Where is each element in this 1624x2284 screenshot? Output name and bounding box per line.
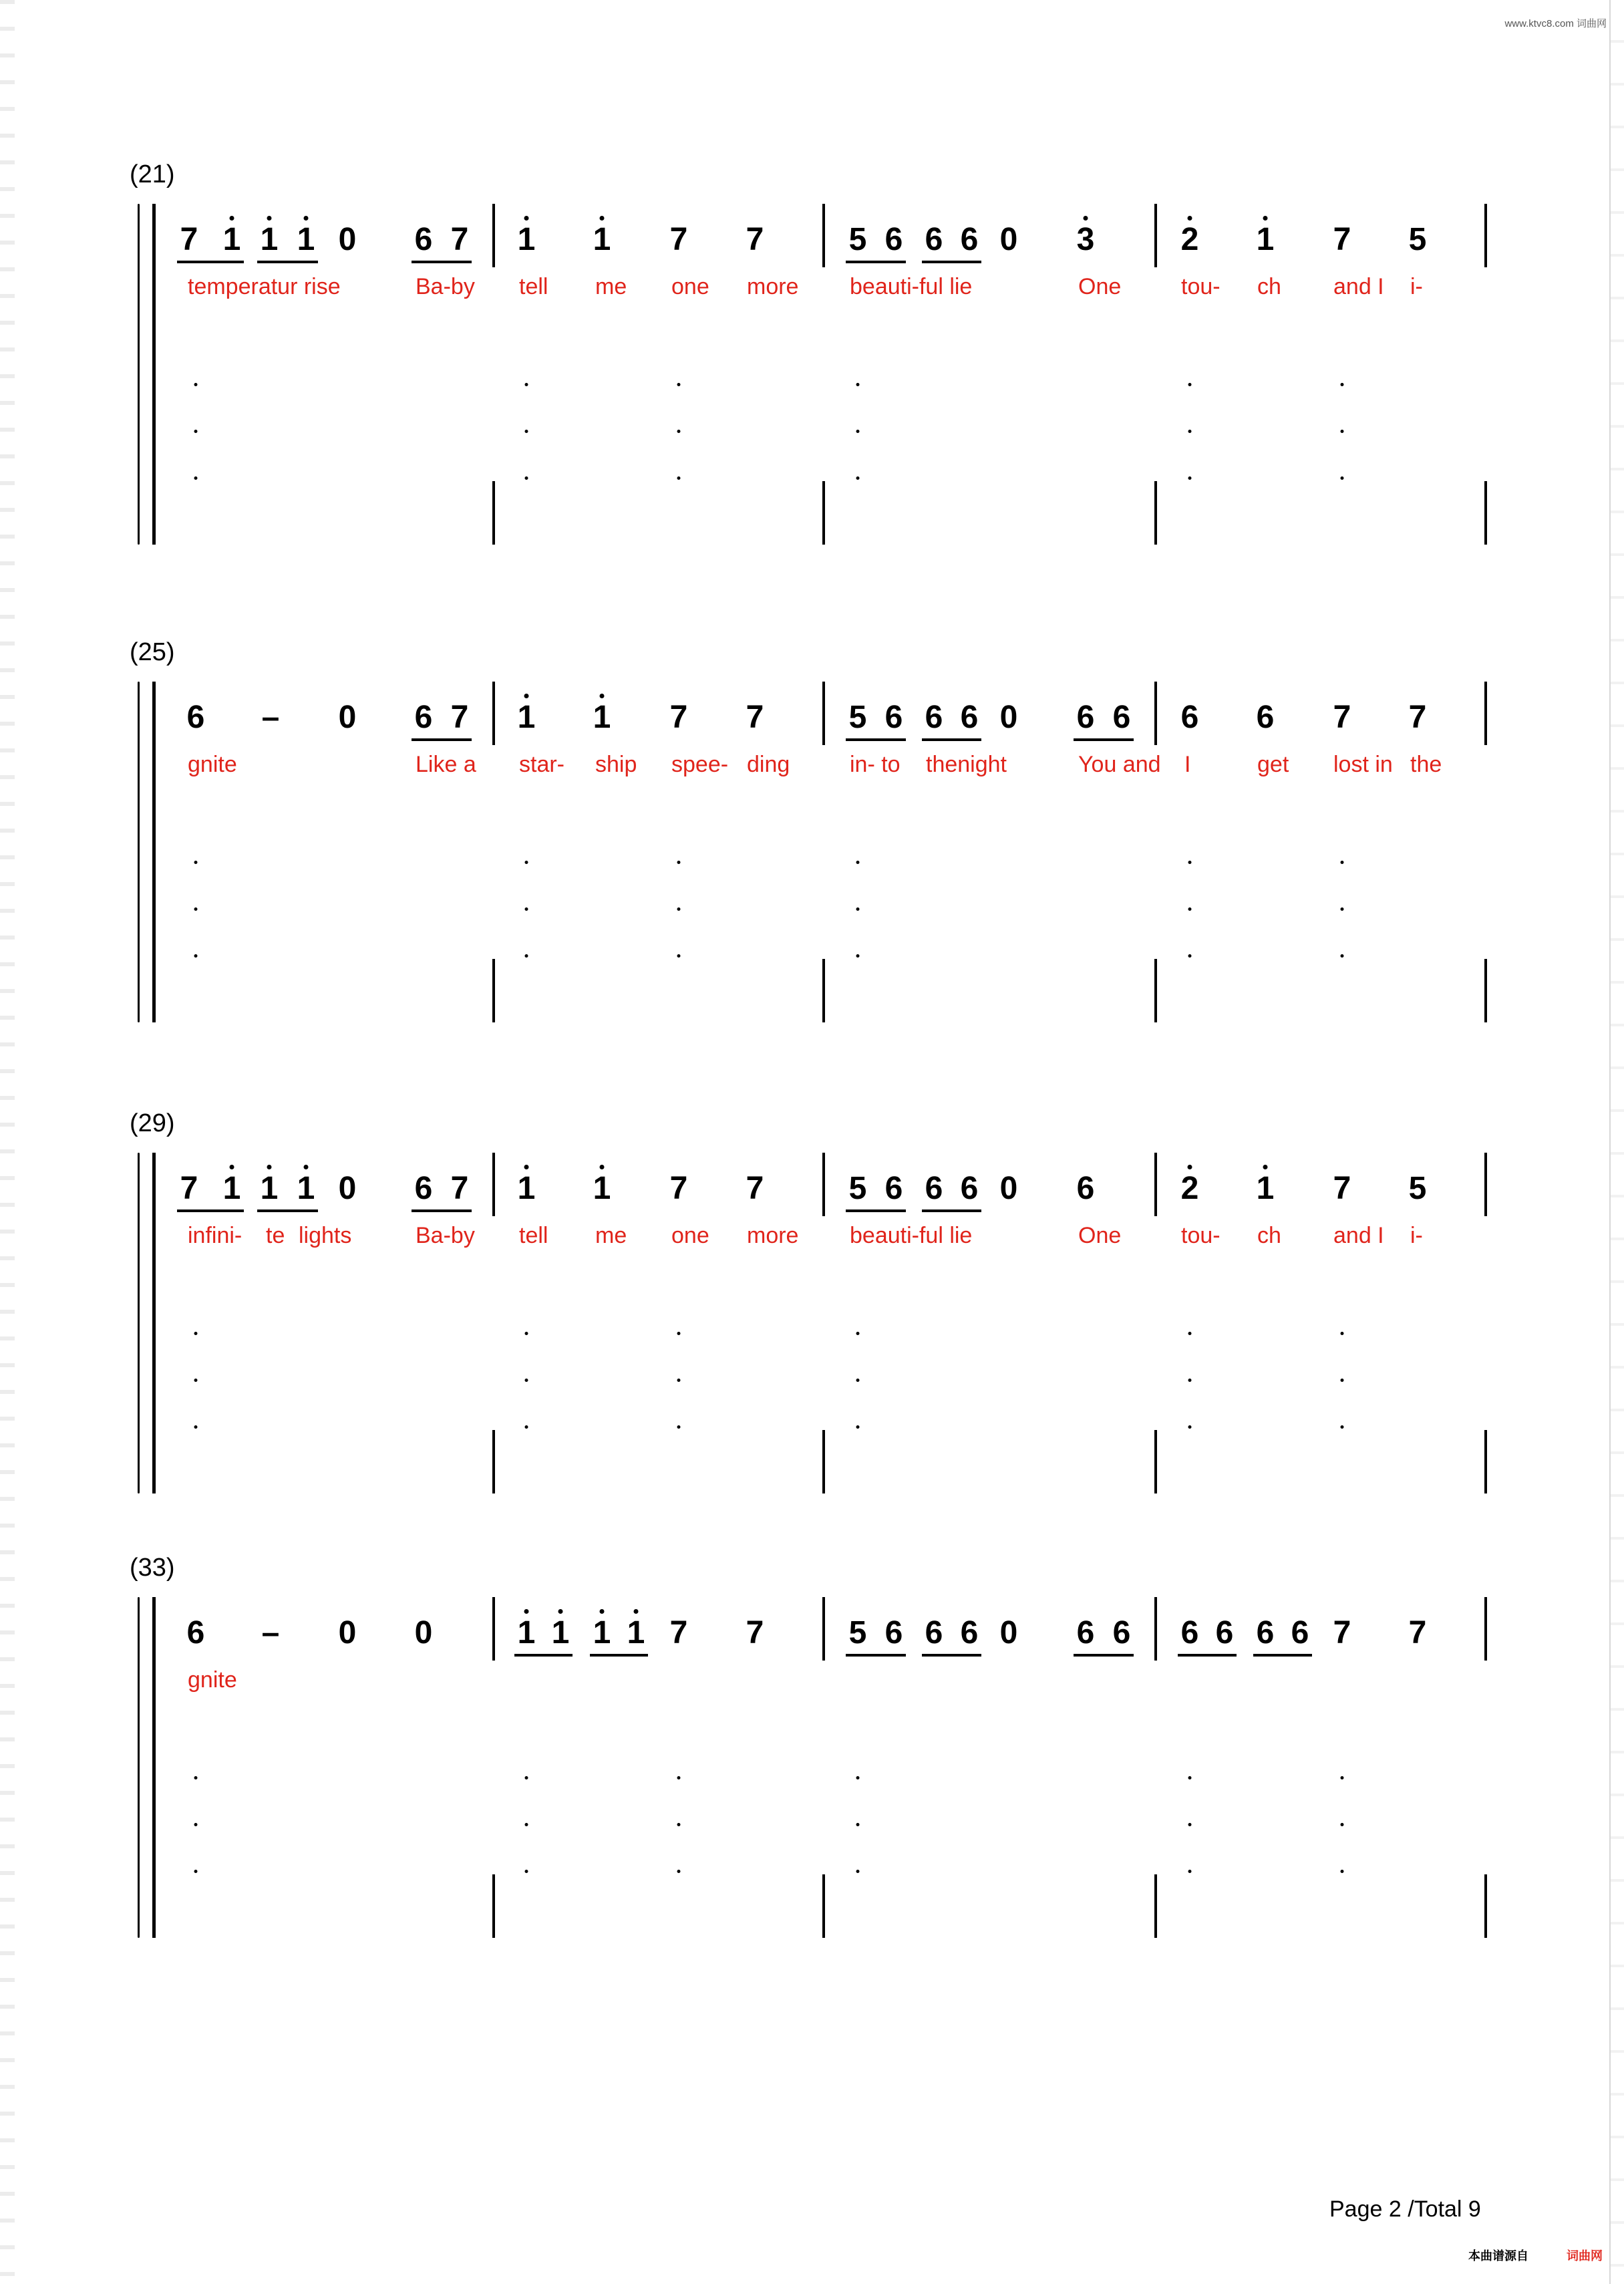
page-edge-left	[0, 0, 15, 2284]
chord-dot	[1341, 476, 1344, 480]
octave-dot	[524, 694, 529, 698]
chord-dot	[1188, 1379, 1192, 1382]
lyric-syllable: star-	[519, 752, 564, 777]
beam-underline	[177, 261, 244, 263]
lyric-syllable: beauti-ful lie	[850, 1223, 973, 1248]
beam-underline	[846, 1209, 906, 1212]
octave-dot	[558, 1609, 563, 1614]
octave-dot	[304, 216, 309, 221]
chord-dot	[194, 1823, 198, 1826]
chord-dot	[677, 861, 681, 864]
chord-dot	[1341, 954, 1344, 958]
chord-dot	[677, 1379, 681, 1382]
system-brace	[138, 682, 140, 1022]
melody-note: 1	[222, 222, 241, 257]
chord-dot	[1188, 954, 1192, 958]
chord-dot	[525, 907, 528, 911]
accomp-barline	[1154, 959, 1157, 1022]
lyric-syllable: me	[595, 274, 627, 299]
chord-dot	[856, 1332, 860, 1335]
melody-note: 0	[999, 222, 1018, 257]
chord-dot	[525, 1379, 528, 1382]
melody-note: 7	[746, 1171, 764, 1206]
chord-dot	[1341, 1332, 1344, 1335]
melody-note: 7	[450, 1171, 469, 1206]
melody-note: 1	[517, 1615, 536, 1651]
octave-dot	[1263, 216, 1268, 221]
lyric-syllable: te	[266, 1223, 285, 1248]
beam-underline	[1074, 1654, 1134, 1657]
melody-note: 5	[1408, 1171, 1427, 1206]
lyric-syllable: One	[1078, 274, 1122, 299]
beam-underline	[922, 1209, 981, 1212]
melody-note: 1	[1256, 1171, 1275, 1206]
lyric-syllable: gnite	[188, 752, 237, 777]
lyric-syllable: ding	[747, 752, 790, 777]
melody-barline	[1484, 1153, 1487, 1216]
accomp-barline	[1154, 1430, 1157, 1493]
lyric-syllable: spee-	[671, 752, 729, 777]
lyric-syllable: tell	[519, 1223, 548, 1248]
chord-dot	[856, 383, 860, 386]
octave-dot	[524, 216, 529, 221]
chord-dot	[677, 1870, 681, 1873]
chord-dot	[856, 861, 860, 864]
accomp-barline	[1154, 481, 1157, 545]
lyric-syllable: i-	[1410, 1223, 1423, 1248]
melody-note: 1	[593, 700, 611, 735]
beam-underline	[1253, 1654, 1312, 1657]
chord-dot	[194, 954, 198, 958]
octave-dot	[600, 216, 605, 221]
lyric-syllable: ch	[1257, 1223, 1281, 1248]
chord-dot	[677, 476, 681, 480]
octave-dot	[1188, 216, 1192, 221]
chord-dot	[525, 1332, 528, 1335]
chord-dot	[1188, 1823, 1192, 1826]
beam-underline	[1074, 738, 1134, 741]
chord-dot	[1341, 907, 1344, 911]
octave-dot	[230, 1165, 234, 1169]
chord-dot	[194, 476, 198, 480]
beam-underline	[514, 1654, 573, 1657]
lyric-syllable: lights	[299, 1223, 352, 1248]
melody-note: 7	[1408, 700, 1427, 735]
measure-number: (21)	[130, 160, 175, 188]
lyric-syllable: get	[1257, 752, 1289, 777]
accomp-barline	[492, 481, 495, 545]
lyric-syllable: thenight	[926, 752, 1007, 777]
melody-note: 6	[1291, 1615, 1309, 1651]
melody-note: 6	[925, 700, 943, 735]
melody-note: 7	[746, 700, 764, 735]
melody-note: 6	[1112, 1615, 1131, 1651]
beam-underline	[412, 738, 472, 741]
chord-dot	[194, 1870, 198, 1873]
chord-dot	[1341, 383, 1344, 386]
chord-dot	[1341, 1870, 1344, 1873]
beam-underline	[846, 1654, 906, 1657]
chord-dot	[194, 861, 198, 864]
melody-barline	[1484, 682, 1487, 745]
chord-dot	[1188, 476, 1192, 480]
melody-note: 7	[1333, 222, 1351, 257]
lyric-syllable: You and	[1078, 752, 1161, 777]
system-bracket	[152, 1597, 156, 1938]
melody-barline	[492, 1597, 495, 1661]
chord-dot	[525, 476, 528, 480]
accomp-barline	[1484, 481, 1487, 545]
melody-note: 7	[669, 700, 688, 735]
melody-note: 1	[517, 1171, 536, 1206]
melody-note: 7	[1333, 1171, 1351, 1206]
melody-note: 1	[222, 1171, 241, 1206]
chord-dot	[1188, 1332, 1192, 1335]
lyric-syllable: me	[595, 1223, 627, 1248]
accomp-barline	[1154, 1874, 1157, 1938]
melody-note: 6	[1112, 700, 1131, 735]
melody-note: 5	[848, 1615, 867, 1651]
melody-note: 0	[414, 1615, 433, 1651]
chord-dot	[677, 1332, 681, 1335]
chord-dot	[677, 954, 681, 958]
octave-dot	[634, 1609, 639, 1614]
melody-note: 1	[627, 1615, 645, 1651]
chord-dot	[856, 907, 860, 911]
melody-note: 7	[669, 1171, 688, 1206]
melody-note: 7	[746, 222, 764, 257]
melody-note: 6	[186, 1615, 205, 1651]
lyric-syllable: more	[747, 1223, 799, 1248]
octave-dot	[524, 1165, 529, 1169]
chord-dot	[194, 430, 198, 433]
melody-note: 6	[960, 1171, 979, 1206]
melody-note: 7	[669, 222, 688, 257]
melody-note: 1	[593, 222, 611, 257]
melody-note: 6	[1256, 700, 1275, 735]
melody-note: 1	[517, 222, 536, 257]
chord-dot	[194, 1332, 198, 1335]
chord-dot	[525, 430, 528, 433]
melody-note: 0	[999, 1615, 1018, 1651]
accomp-barline	[1484, 1430, 1487, 1493]
melody-note: 5	[848, 222, 867, 257]
octave-dot	[1263, 1165, 1268, 1169]
lyric-syllable: I	[1184, 752, 1191, 777]
melody-note: 1	[593, 1615, 611, 1651]
melody-note: 0	[999, 700, 1018, 735]
chord-dot	[1188, 430, 1192, 433]
beam-underline	[846, 261, 906, 263]
chord-dot	[194, 907, 198, 911]
lyric-syllable: beauti-ful lie	[850, 274, 973, 299]
melody-note: 1	[517, 700, 536, 735]
melody-barline	[1154, 204, 1157, 267]
melody-note: 5	[848, 700, 867, 735]
melody-note: 6	[925, 1171, 943, 1206]
melody-barline	[1484, 1597, 1487, 1661]
melody-barline	[1484, 204, 1487, 267]
system-brace	[138, 1597, 140, 1938]
melody-note: 1	[1256, 222, 1275, 257]
chord-dot	[1341, 1776, 1344, 1779]
lyric-syllable: ch	[1257, 274, 1281, 299]
melody-note: 7	[1408, 1615, 1427, 1651]
lyric-syllable: Ba-by	[416, 274, 475, 299]
chord-dot	[525, 1870, 528, 1873]
lyric-syllable: temperatur rise	[188, 274, 341, 299]
chord-dot	[856, 1379, 860, 1382]
measure-number: (25)	[130, 638, 175, 666]
melody-barline	[1154, 1153, 1157, 1216]
beam-underline	[412, 1209, 472, 1212]
chord-dot	[1341, 1425, 1344, 1429]
system-brace	[138, 204, 140, 545]
chord-dot	[1188, 383, 1192, 386]
melody-note: 6	[884, 700, 903, 735]
lyric-syllable: tell	[519, 274, 548, 299]
melody-note: 6	[186, 700, 205, 735]
chord-dot	[677, 430, 681, 433]
lyric-syllable: ship	[595, 752, 637, 777]
measure-number: (29)	[130, 1109, 175, 1137]
page-edge-right	[1609, 0, 1624, 2284]
accomp-barline	[492, 1874, 495, 1938]
chord-dot	[677, 1776, 681, 1779]
melody-barline	[492, 682, 495, 745]
melody-barline	[822, 1153, 825, 1216]
melody-note: 7	[450, 222, 469, 257]
melody-note: 7	[1333, 1615, 1351, 1651]
melody-note: 0	[338, 1615, 357, 1651]
melody-note: –	[261, 700, 280, 735]
chord-dot	[1188, 907, 1192, 911]
beam-underline	[922, 1654, 981, 1657]
lyric-syllable: tou-	[1181, 274, 1221, 299]
system-brace	[138, 1153, 140, 1493]
chord-dot	[194, 1776, 198, 1779]
chord-dot	[525, 861, 528, 864]
lyric-syllable: gnite	[188, 1667, 237, 1693]
brand-logo: 词曲网	[1567, 2249, 1603, 2263]
melody-note: 7	[180, 222, 198, 257]
chord-dot	[1188, 1870, 1192, 1873]
chord-dot	[677, 907, 681, 911]
melody-note: 6	[960, 1615, 979, 1651]
lyric-syllable: One	[1078, 1223, 1122, 1248]
lyric-syllable: and I	[1333, 274, 1384, 299]
system-bracket	[152, 682, 156, 1022]
octave-dot	[267, 216, 272, 221]
chord-dot	[1188, 1776, 1192, 1779]
chord-dot	[525, 1823, 528, 1826]
melody-barline	[492, 1153, 495, 1216]
melody-barline	[822, 682, 825, 745]
melody-note: 0	[338, 1171, 357, 1206]
octave-dot	[600, 1609, 605, 1614]
melody-note: 6	[414, 222, 433, 257]
melody-note: 6	[925, 1615, 943, 1651]
lyric-syllable: and I	[1333, 1223, 1384, 1248]
melody-barline	[822, 1597, 825, 1661]
beam-underline	[922, 261, 981, 263]
chord-dot	[856, 954, 860, 958]
melody-note: 1	[297, 222, 315, 257]
melody-note: 6	[960, 700, 979, 735]
lyric-syllable: Ba-by	[416, 1223, 475, 1248]
beam-underline	[257, 1209, 318, 1212]
system-bracket	[152, 204, 156, 545]
accomp-barline	[492, 1430, 495, 1493]
beam-underline	[412, 261, 472, 263]
chord-dot	[525, 383, 528, 386]
melody-note: 6	[884, 222, 903, 257]
beam-underline	[922, 738, 981, 741]
chord-dot	[1188, 861, 1192, 864]
melody-note: 7	[669, 1615, 688, 1651]
melody-note: 6	[960, 222, 979, 257]
source-note: 本曲谱源自	[1468, 2249, 1528, 2263]
melody-note: 2	[1180, 1171, 1199, 1206]
lyric-syllable: lost in	[1333, 752, 1393, 777]
chord-dot	[194, 1425, 198, 1429]
site-note: www.ktvc8.com 词曲网	[1504, 18, 1607, 29]
melody-note: 7	[746, 1615, 764, 1651]
melody-barline	[822, 204, 825, 267]
octave-dot	[267, 1165, 272, 1169]
lyric-syllable: infini-	[188, 1223, 242, 1248]
melody-note: 0	[338, 222, 357, 257]
accomp-barline	[822, 481, 825, 545]
melody-note: 0	[338, 700, 357, 735]
accomp-barline	[822, 1430, 825, 1493]
melody-barline	[1154, 682, 1157, 745]
chord-dot	[1341, 1823, 1344, 1826]
octave-dot	[600, 694, 605, 698]
melody-note: 7	[450, 700, 469, 735]
accomp-barline	[1484, 1874, 1487, 1938]
beam-underline	[177, 1209, 244, 1212]
melody-note: 6	[1256, 1615, 1275, 1651]
octave-dot	[1084, 216, 1088, 221]
beam-underline	[590, 1654, 648, 1657]
chord-dot	[677, 1425, 681, 1429]
chord-dot	[856, 1776, 860, 1779]
lyric-syllable: one	[671, 1223, 709, 1248]
melody-note: 1	[297, 1171, 315, 1206]
beam-underline	[257, 261, 318, 263]
octave-dot	[304, 1165, 309, 1169]
melody-note: 7	[180, 1171, 198, 1206]
melody-barline	[1154, 1597, 1157, 1661]
melody-note: 6	[884, 1615, 903, 1651]
melody-note: 6	[1180, 700, 1199, 735]
melody-note: 6	[1076, 1615, 1095, 1651]
lyric-syllable: more	[747, 274, 799, 299]
melody-note: 6	[1076, 1171, 1095, 1206]
page-indicator: Page 2 /Total 9	[1329, 2196, 1481, 2222]
melody-note: 6	[925, 222, 943, 257]
lyric-syllable: one	[671, 274, 709, 299]
melody-note: 2	[1180, 222, 1199, 257]
chord-dot	[194, 1379, 198, 1382]
chord-dot	[856, 476, 860, 480]
chord-dot	[525, 1425, 528, 1429]
chord-dot	[677, 383, 681, 386]
lyric-syllable: i-	[1410, 274, 1423, 299]
chord-dot	[856, 1425, 860, 1429]
melody-note: 1	[260, 1171, 279, 1206]
melody-note: 6	[414, 1171, 433, 1206]
melody-barline	[492, 204, 495, 267]
lyric-syllable: the	[1410, 752, 1442, 777]
octave-dot	[524, 1609, 529, 1614]
chord-dot	[1341, 861, 1344, 864]
melody-note: 5	[1408, 222, 1427, 257]
octave-dot	[1188, 1165, 1192, 1169]
measure-number: (33)	[130, 1554, 175, 1582]
melody-note: –	[261, 1615, 280, 1651]
accomp-barline	[822, 1874, 825, 1938]
melody-note: 6	[1076, 700, 1095, 735]
lyric-syllable: in- to	[850, 752, 901, 777]
melody-note: 6	[884, 1171, 903, 1206]
beam-underline	[846, 738, 906, 741]
chord-dot	[1188, 1425, 1192, 1429]
melody-note: 1	[593, 1171, 611, 1206]
accomp-barline	[1484, 959, 1487, 1022]
octave-dot	[230, 216, 234, 221]
melody-note: 1	[260, 222, 279, 257]
accomp-barline	[492, 959, 495, 1022]
accomp-barline	[822, 959, 825, 1022]
melody-note: 1	[551, 1615, 570, 1651]
lyric-syllable: Like a	[416, 752, 476, 777]
chord-dot	[1341, 430, 1344, 433]
chord-dot	[194, 383, 198, 386]
melody-note: 3	[1076, 222, 1095, 257]
melody-note: 5	[848, 1171, 867, 1206]
melody-note: 0	[999, 1171, 1018, 1206]
chord-dot	[856, 1870, 860, 1873]
chord-dot	[525, 954, 528, 958]
melody-note: 7	[1333, 700, 1351, 735]
melody-note: 6	[414, 700, 433, 735]
system-bracket	[152, 1153, 156, 1493]
melody-note: 6	[1180, 1615, 1199, 1651]
chord-dot	[856, 1823, 860, 1826]
octave-dot	[600, 1165, 605, 1169]
melody-note: 6	[1215, 1615, 1234, 1651]
beam-underline	[1178, 1654, 1237, 1657]
chord-dot	[856, 430, 860, 433]
chord-dot	[677, 1823, 681, 1826]
chord-dot	[525, 1776, 528, 1779]
chord-dot	[1341, 1379, 1344, 1382]
lyric-syllable: tou-	[1181, 1223, 1221, 1248]
